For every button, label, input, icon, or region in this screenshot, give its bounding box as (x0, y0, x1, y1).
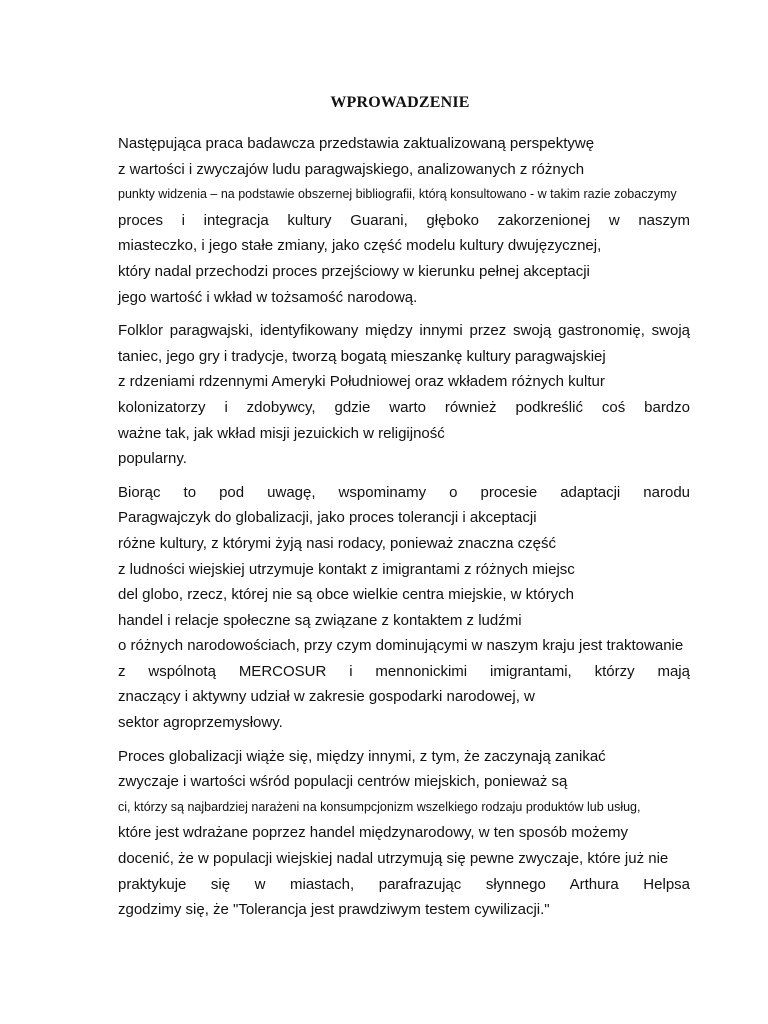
document-title: WPROWADZENIE (330, 94, 470, 111)
text-line: z ludności wiejskiej utrzymuje kontakt z imigrantami z różnych miejsc (118, 560, 575, 578)
text-line: popularny. (118, 450, 187, 468)
text-line: jego wartość i wkład w tożsamość narodową. (118, 288, 418, 306)
text-line: z wspólnotą MERCOSUR i mennonickimi imigrantami, którzy mają (118, 662, 690, 680)
text-line: handel i relacje społeczne są związane z kontaktem z ludźmi (118, 611, 522, 629)
document-body (118, 131, 718, 923)
text-line: kolonizatorzy i zdobywcy, gdzie warto również podkreślić coś bardzo (118, 398, 690, 416)
text-line: docenić, że w populacji wiejskiej nadal utrzymują się pewne zwyczaje, które już nie (118, 850, 669, 868)
text-line: Paragwajczyk do globalizacji, jako proces tolerancji i akceptacji (118, 509, 537, 527)
text-line: z rdzeniami rdzennymi Ameryki Południowej oraz wkładem różnych kultur (118, 373, 605, 391)
paragraph (118, 131, 718, 310)
text-line: ważne tak, jak wkład misji jezuickich w religijność (118, 424, 445, 442)
paragraph (118, 318, 718, 472)
text-line: sektor agroprzemysłowy. (118, 714, 283, 732)
text-line: różne kultury, z którymi żyją nasi rodacy, ponieważ znaczna część (118, 534, 556, 552)
text-line: które jest wdrażane poprzez handel międzynarodowy, w ten sposób możemy (118, 824, 628, 842)
text-line: punkty widzenia – na podstawie obszernej bibliografii, którą konsultowano - w takim razie zobaczymy (118, 187, 677, 202)
text-line: z wartości i zwyczajów ludu paragwajskiego, analizowanych z różnych (118, 160, 585, 178)
text-line: Folklor paragwajski, identyfikowany między innymi przez swoją gastronomię, swoją (118, 322, 690, 340)
text-line: który nadal przechodzi proces przejściowy w kierunku pełnej akceptacji (118, 262, 590, 280)
text-line: ci, którzy są najbardziej narażeni na konsumpcjonizm wszelkiego rodzaju produktów lub usług, (118, 799, 641, 814)
text-line: proces i integracja kultury Guarani, głęboko zakorzenionej w naszym (118, 211, 690, 229)
text-line: zgodzimy się, że "Tolerancja jest prawdziwym testem cywilizacji." (118, 901, 550, 919)
text-line: miasteczko, i jego stałe zmiany, jako część modelu kultury dwujęzycznej, (118, 237, 602, 255)
paragraph (118, 744, 718, 923)
text-line: znaczący i aktywny udział w zakresie gospodarki narodowej, w (118, 688, 535, 706)
text-line: o różnych narodowościach, przy czym dominującymi w naszym kraju jest traktowanie (118, 637, 684, 655)
text-line: taniec, jego gry i tradycje, tworzą bogatą mieszankę kultury paragwajskiej (118, 347, 606, 365)
text-line: zwyczaje i wartości wśród populacji centrów miejskich, ponieważ są (118, 773, 568, 791)
text-line: Następująca praca badawcza przedstawia zaktualizowaną perspektywę (118, 135, 595, 152)
paragraph (118, 480, 718, 736)
text-line: praktykuje się w miastach, parafrazując słynnego Arthura Helpsa (118, 875, 690, 893)
text-line: del globo, rzecz, której nie są obce wielkie centra miejskie, w których (118, 586, 575, 604)
text-line: Proces globalizacji wiąże się, między innymi, z tym, że zaczynają zanikać (118, 747, 606, 765)
text-line: Biorąc to pod uwagę, wspominamy o procesie adaptacji narodu (118, 483, 690, 501)
